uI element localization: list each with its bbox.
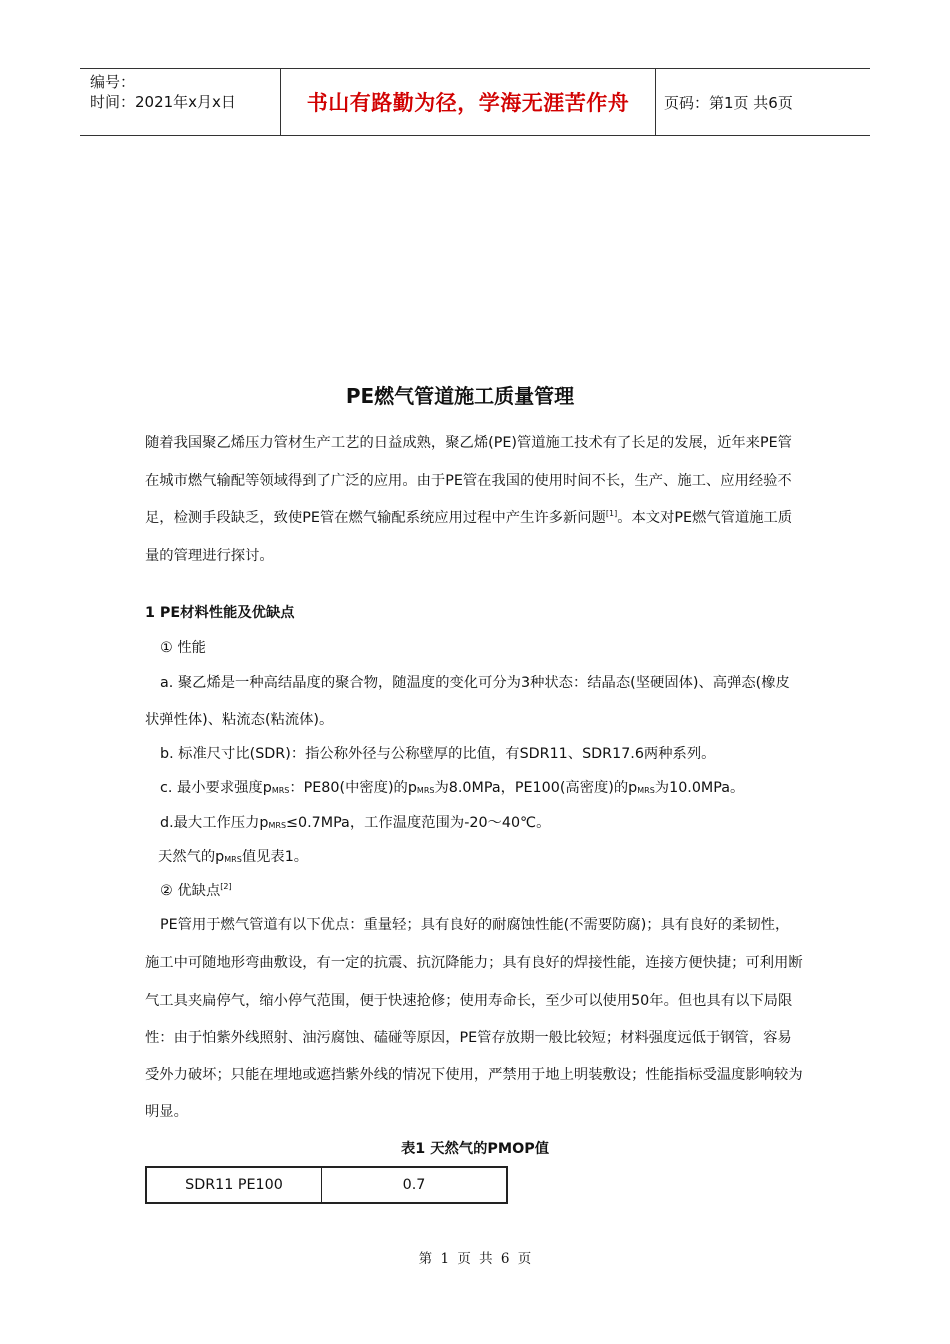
item-c-text-1: c. 最小要求强度p — [160, 780, 272, 796]
header-left-cell — [80, 69, 281, 135]
pros-cons-line-2: 施工中可随地形弯曲敷设，有一定的抗震、抗沉降能力；具有良好的焊接性能，连接方便快捷；可利用断 — [145, 955, 803, 971]
citation-1: [1] — [605, 509, 618, 518]
item-a-line-2: 状弹性体)、粘流态(粘流体)。 — [145, 712, 334, 728]
subheading-pros-cons — [160, 880, 232, 900]
section-1-heading: 1 PE材料性能及优缺点 — [145, 605, 295, 621]
note-sub: MRS — [224, 855, 242, 864]
item-c-text-4: 为10.0MPa。 — [654, 780, 745, 796]
page-info: 页码：第1页 共6页 — [664, 93, 793, 112]
item-d-text-1: d.最大工作压力p — [160, 815, 269, 831]
document-title: PE燃气管道施工质量管理 — [345, 384, 575, 408]
pros-cons-line-5: 受外力破坏；只能在埋地或遮挡紫外线的情况下使用，严禁用于地上明装敷设；性能指标受温度影响较为 — [145, 1067, 803, 1083]
item-c-sub-2: MRS — [416, 786, 435, 795]
item-c — [160, 777, 744, 797]
number-label: 编号： — [90, 73, 136, 91]
item-d — [160, 812, 550, 832]
intro-line-4: 量的管理进行探讨。 — [145, 548, 274, 564]
table-1 — [145, 1166, 508, 1204]
header-table — [80, 68, 870, 136]
citation-2: [2] — [220, 882, 232, 891]
intro-line-1: 随着我国聚乙烯压力管材生产工艺的日益成熟，聚乙烯(PE)管道施工技术有了长足的发展，近年来PE管 — [145, 435, 792, 451]
item-c-sub-3: MRS — [637, 786, 655, 795]
pros-cons-line-6: 明显。 — [145, 1104, 188, 1120]
intro-line-3 — [145, 507, 792, 527]
intro-line-3b: 。本文对PE燃气管道施工质 — [617, 510, 793, 526]
item-c-text-3: 为8.0MPa，PE100(高密度)的p — [434, 780, 638, 796]
item-b: b. 标准尺寸比(SDR)：指公称外径与公称壁厚的比值，有SDR11、SDR17.6两种系列。 — [160, 746, 716, 762]
item-d-sub: MRS — [268, 821, 287, 830]
time-label: 时间：2021年x月x日 — [90, 93, 236, 111]
table-cell-value: 0.7 — [402, 1177, 426, 1193]
intro-line-3a: 足，检测手段缺乏，致使PE管在燃气输配系统应用过程中产生许多新问题 — [145, 510, 606, 526]
item-a-line-1: a. 聚乙烯是一种高结晶度的聚合物，随温度的变化可分为3种状态：结晶态(坚硬固体)、高弹态(橡皮 — [160, 675, 790, 691]
table-cell-label: SDR11 PE100 — [147, 1168, 322, 1202]
note-text-2: 值见表1。 — [241, 849, 309, 865]
pros-cons-line-3: 气工具夹扁停气，缩小停气范围，便于快速抢修；使用寿命长，至少可以使用50年。但也具有以下局限 — [145, 993, 793, 1009]
item-c-text-2: ：PE80(中密度)的p — [289, 780, 417, 796]
header-motto-cell — [281, 69, 656, 135]
item-d-text-2: ≤0.7MPa，工作温度范围为-20～40℃。 — [286, 815, 551, 831]
intro-line-2: 在城市燃气输配等领域得到了广泛的应用。由于PE管在我国的使用时间不长，生产、施工、应用经验不 — [145, 473, 792, 489]
item-c-sub-1: MRS — [271, 786, 290, 795]
subheading-pros-cons-text: ② 优缺点 — [160, 883, 221, 899]
pros-cons-line-1: PE管用于燃气管道有以下优点：重量轻；具有良好的耐腐蚀性能(不需要防腐)；具有良好的柔韧性， — [160, 917, 790, 933]
note-text-1: 天然气的p — [158, 849, 225, 865]
natural-gas-note — [158, 846, 308, 866]
motto-text: 书山有路勤为径，学海无涯苦作舟 — [306, 91, 630, 115]
pros-cons-line-4: 性：由于怕紫外线照射、油污腐蚀、磕碰等原因，PE管存放期一般比较短；材料强度远低于钢管，容易 — [145, 1030, 792, 1046]
table-1-caption: 表1 天然气的PMOP值 — [400, 1141, 550, 1157]
page-footer: 第 1 页 共 6 页 — [418, 1251, 532, 1267]
subheading-performance: ① 性能 — [160, 640, 206, 656]
